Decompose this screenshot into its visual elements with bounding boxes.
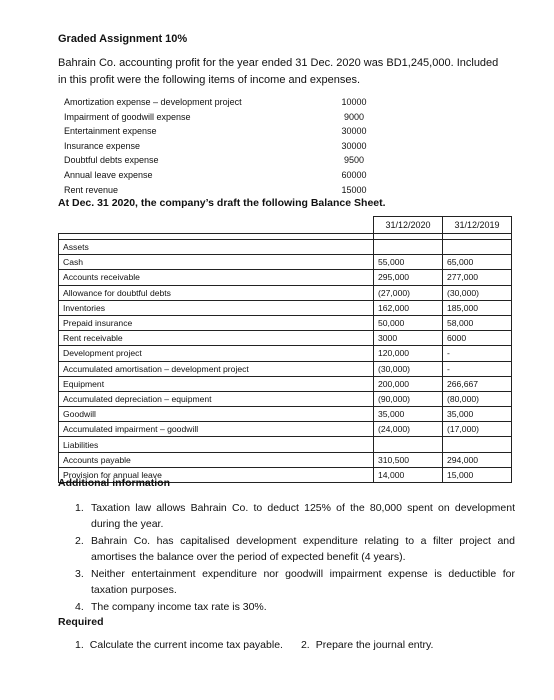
item-row — [64, 168, 384, 183]
value-2019: 15,000 — [443, 467, 512, 482]
table-row — [59, 240, 512, 255]
table-row — [59, 331, 512, 346]
item-amount: 30000 — [341, 126, 367, 137]
row-label: Accounts receivable — [59, 270, 374, 285]
value-2020: 50,000 — [374, 315, 443, 330]
item-label: Rent revenue — [64, 184, 119, 195]
value-2019: 35,000 — [443, 407, 512, 422]
item-text: The company income tax rate is 30%. — [91, 601, 267, 613]
value-2019: - — [443, 346, 512, 361]
additional-info-heading: Additional information — [58, 477, 170, 489]
intro-paragraph: Bahrain Co. accounting profit for the year ended 31 Dec. 2020 was BD1,245,000. Included in this profit were the following items of income and expenses. — [58, 57, 499, 86]
item-number: 4. — [75, 601, 84, 613]
value-2020: 14,000 — [374, 467, 443, 482]
income-expense-items — [64, 95, 384, 197]
table-row — [59, 346, 512, 361]
item-row — [64, 139, 384, 154]
task-number: 1. — [75, 639, 84, 651]
item-label: Doubtful debts expense — [64, 155, 159, 166]
table-row — [59, 376, 512, 391]
row-label: Cash — [59, 255, 374, 270]
value-2020: (30,000) — [374, 361, 443, 376]
value-2020 — [374, 240, 443, 255]
row-label: Inventories — [59, 300, 374, 315]
value-2019: (80,000) — [443, 391, 512, 406]
item-label: Impairment of goodwill expense — [64, 111, 191, 122]
table-row — [59, 422, 512, 437]
list-item — [75, 533, 515, 565]
table-row — [59, 270, 512, 285]
table-row — [59, 407, 512, 422]
value-2020: 162,000 — [374, 300, 443, 315]
task-text: Calculate the current income tax payable. — [89, 639, 283, 651]
item-text: Neither entertainment expenditure nor goodwill impairment expense is deductible for taxation purposes. — [91, 568, 515, 596]
task-number: 2. — [300, 639, 310, 651]
value-2020: 120,000 — [374, 346, 443, 361]
item-row — [64, 183, 384, 198]
value-2020: 310,500 — [374, 452, 443, 467]
row-label: Assets — [59, 240, 374, 255]
task-text: Prepare the journal entry. — [315, 639, 434, 651]
value-2019 — [443, 240, 512, 255]
item-number: 2. — [75, 535, 84, 547]
required-tasks — [75, 639, 433, 651]
balance-sheet-table — [58, 216, 512, 483]
header-blank — [59, 217, 374, 234]
item-label: Annual leave expense — [64, 169, 153, 180]
item-number: 1. — [75, 502, 84, 514]
column-header-2019: 31/12/2019 — [443, 217, 512, 234]
item-amount: 9500 — [343, 155, 365, 166]
value-2020 — [374, 437, 443, 452]
row-label: Accumulated impairment – goodwill — [59, 422, 374, 437]
value-2019: 6000 — [443, 331, 512, 346]
list-item — [75, 500, 515, 532]
list-item — [75, 566, 515, 598]
item-amount: 9000 — [343, 111, 365, 122]
value-2019: 277,000 — [443, 270, 512, 285]
table-header-row — [59, 217, 512, 234]
row-label: Allowance for doubtful debts — [59, 285, 374, 300]
value-2020: (90,000) — [374, 391, 443, 406]
row-label: Prepaid insurance — [59, 315, 374, 330]
row-label: Equipment — [59, 376, 374, 391]
row-label: Accounts payable — [59, 452, 374, 467]
table-row — [59, 361, 512, 376]
row-label: Goodwill — [59, 407, 374, 422]
item-text: Taxation law allows Bahrain Co. to deduct 125% of the 80,000 spent on development during the year. — [91, 502, 515, 530]
value-2020: 3000 — [374, 331, 443, 346]
item-amount: 30000 — [341, 140, 367, 151]
row-label: Provision for annual leave — [59, 467, 374, 482]
value-2019: - — [443, 361, 512, 376]
value-2019: (17,000) — [443, 422, 512, 437]
item-row — [64, 95, 384, 110]
item-row — [64, 153, 384, 168]
assignment-title: Graded Assignment 10% — [58, 33, 188, 45]
value-2019: 266,667 — [443, 376, 512, 391]
item-row — [64, 124, 384, 139]
list-item — [75, 599, 515, 615]
value-2020: 35,000 — [374, 407, 443, 422]
item-number: 3. — [75, 568, 84, 580]
balance-sheet-heading: At Dec. 31 2020, the company’s draft the following Balance Sheet. — [58, 197, 386, 209]
item-label: Entertainment expense — [64, 126, 157, 137]
item-label: Amortization expense – development project — [64, 97, 242, 107]
row-label: Rent receivable — [59, 331, 374, 346]
item-text: Bahrain Co. has capitalised development expenditure relating to a filter project and amortises the balance over the period of expected benefit (4 years). — [91, 535, 515, 563]
value-2019: 185,000 — [443, 300, 512, 315]
row-label: Accumulated depreciation – equipment — [59, 391, 374, 406]
column-header-2020: 31/12/2020 — [374, 217, 443, 234]
value-2019: 294,000 — [443, 452, 512, 467]
table-row — [59, 300, 512, 315]
table-row — [59, 452, 512, 467]
table-row — [59, 437, 512, 452]
value-2020: (24,000) — [374, 422, 443, 437]
row-label: Development project — [59, 346, 374, 361]
value-2019: 58,000 — [443, 315, 512, 330]
value-2019: (30,000) — [443, 285, 512, 300]
item-amount: 15000 — [341, 184, 367, 195]
required-heading: Required — [58, 616, 104, 628]
table-row — [59, 285, 512, 300]
value-2020: 295,000 — [374, 270, 443, 285]
table-row — [59, 391, 512, 406]
item-row — [64, 110, 384, 125]
value-2019 — [443, 437, 512, 452]
item-amount: 10000 — [341, 97, 367, 107]
value-2020: 200,000 — [374, 376, 443, 391]
additional-info-list — [75, 500, 515, 616]
item-label: Insurance expense — [64, 140, 141, 151]
row-label: Liabilities — [59, 437, 374, 452]
value-2019: 65,000 — [443, 255, 512, 270]
row-label: Accumulated amortisation – development project — [59, 361, 374, 376]
value-2020: 55,000 — [374, 255, 443, 270]
value-2020: (27,000) — [374, 285, 443, 300]
item-amount: 60000 — [341, 169, 367, 180]
table-row — [59, 255, 512, 270]
table-row — [59, 315, 512, 330]
